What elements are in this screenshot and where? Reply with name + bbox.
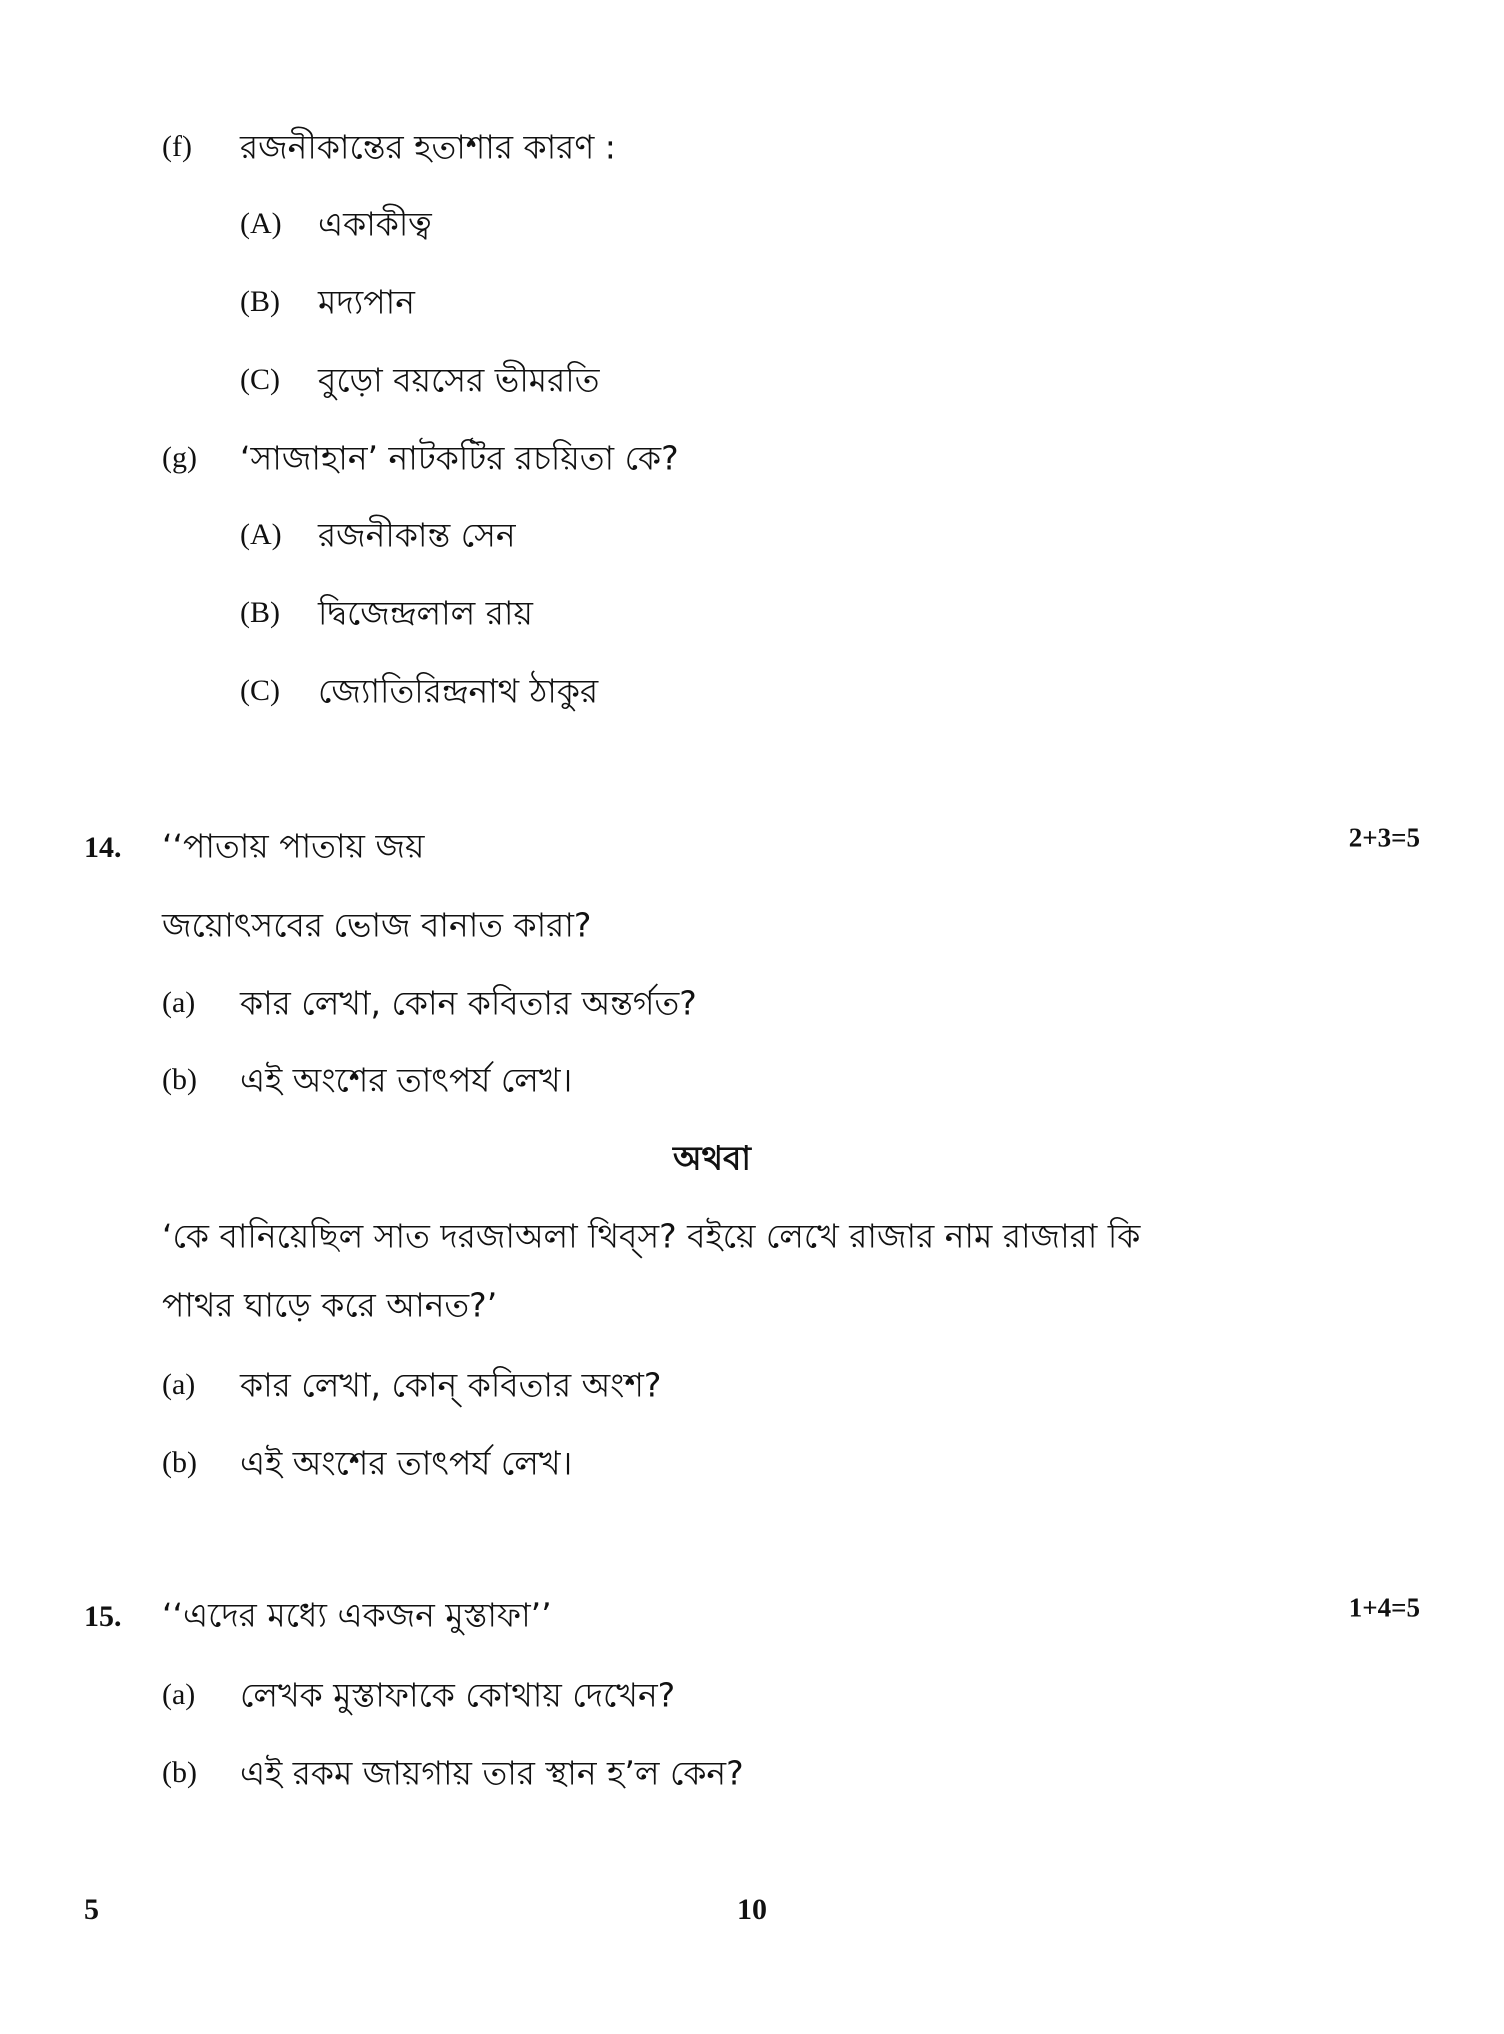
quote-line: পাথর ঘাড়ে করে আনত?’ — [162, 1285, 498, 1325]
part-label: (f) — [162, 130, 192, 163]
quote-line: জয়োৎসবের ভোজ বানাত কারা? — [162, 905, 592, 945]
sub-question: কার লেখা, কোন্‌ কবিতার অংশ? — [240, 1365, 662, 1405]
sub-question: লেখক মুস্তাফাকে কোথায় দেখেন? — [240, 1675, 676, 1715]
option-text: মদ্যপান — [318, 282, 415, 322]
option-label: (A) — [240, 518, 282, 551]
question-text: ‘সাজাহান’ নাটকটির রচয়িতা কে? — [240, 438, 679, 478]
sub-label: (b) — [162, 1756, 197, 1789]
page-number: 10 — [737, 1893, 767, 1926]
question-text: রজনীকান্তের হতাশার কারণ : — [240, 127, 616, 167]
sub-label: (b) — [162, 1063, 197, 1096]
quote-line: ‘‘এদের মধ্যে একজন মুস্তাফা’’ — [162, 1595, 552, 1635]
option-label: (C) — [240, 674, 280, 707]
question-number: 15. — [84, 1600, 122, 1633]
option-text: বুড়ো বয়সের ভীমরতি — [318, 360, 600, 400]
marks: 2+3=5 — [1348, 822, 1420, 853]
option-label: (C) — [240, 363, 280, 396]
option-text: দ্বিজেন্দ্রলাল রায় — [318, 593, 533, 633]
part-label: (g) — [162, 441, 197, 474]
sub-question: এই অংশের তাৎপর্য লেখ। — [240, 1060, 573, 1100]
sub-label: (a) — [162, 1368, 196, 1401]
marks: 1+4=5 — [1348, 1592, 1420, 1623]
option-text: একাকীত্ব — [318, 204, 432, 244]
sub-question: এই অংশের তাৎপর্য লেখ। — [240, 1443, 573, 1483]
question-number: 14. — [84, 831, 122, 864]
sub-question: এই রকম জায়গায় তার স্থান হ’ল কেন? — [240, 1753, 744, 1793]
sub-question: কার লেখা, কোন কবিতার অন্তর্গত? — [240, 983, 697, 1023]
option-label: (B) — [240, 596, 280, 629]
quote-line: ‘‘পাতায় পাতায় জয় — [162, 826, 425, 866]
option-text: জ্যোতিরিন্দ্রনাথ ঠাকুর — [318, 671, 599, 711]
option-text: রজনীকান্ত সেন — [318, 515, 516, 555]
option-label: (A) — [240, 207, 282, 240]
or-heading: অথবা — [673, 1138, 751, 1178]
sub-label: (a) — [162, 1678, 196, 1711]
option-label: (B) — [240, 285, 280, 318]
sub-label: (b) — [162, 1446, 197, 1479]
quote-line: ‘কে বানিয়েছিল সাত দরজাঅলা থিব্‌স? বইয়ে লেখে রাজার নাম রাজারা কি — [162, 1216, 1141, 1256]
sub-label: (a) — [162, 986, 196, 1019]
paper-code: 5 — [84, 1893, 99, 1926]
